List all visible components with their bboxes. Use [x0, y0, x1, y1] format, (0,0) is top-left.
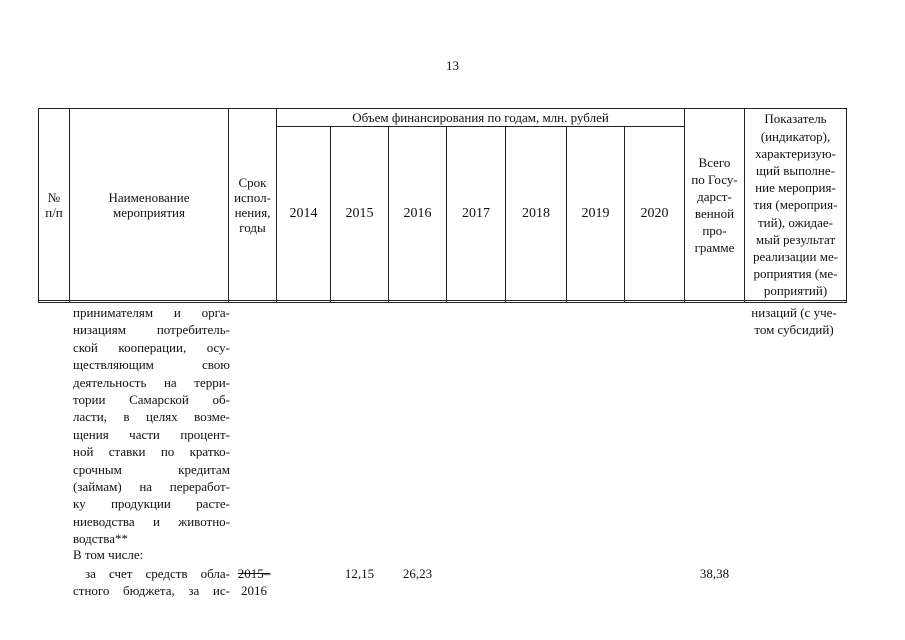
indicator-continuation: низаций (с уче- том субсидий): [751, 305, 837, 338]
row-value-2016: 26,23: [402, 566, 433, 581]
row-value-2015: 12,15: [344, 566, 375, 581]
header-year-2014: 2014: [289, 206, 318, 221]
description-line-split: [73, 461, 230, 478]
header-indicator: Показатель (индикатор), характеризую- щий выполне- ние мероприя- тия (мероприя- тий), ожидае- мый результат реализации ме- роприятия (ме- роприятий): [752, 111, 839, 299]
header-total: Всего по Госу- дарст- венной про- грамме: [691, 154, 738, 255]
header-year-2015: 2015: [345, 206, 374, 221]
header-number: № п/п: [45, 189, 63, 220]
description-word: кредитам: [178, 461, 230, 477]
row-total: 38,38: [699, 566, 730, 581]
row-term: 2015– 2016: [237, 566, 271, 599]
header-year-2016: 2016: [403, 206, 432, 221]
header-term: Срок испол- нения, годы: [234, 174, 271, 235]
row-name: за счет средств обла- стного бюджета, за ис-: [73, 566, 230, 599]
subheading: В том числе:: [73, 547, 144, 562]
description-word: срочным: [73, 461, 122, 477]
header-year-2017: 2017: [462, 206, 490, 221]
header-name: Наименование мероприятия: [108, 189, 190, 220]
page-number: 13: [446, 58, 459, 73]
description-word: свою: [201, 357, 230, 373]
header-year-2019: 2019: [581, 206, 610, 221]
description-word: ществляющим: [73, 357, 154, 373]
header-year-2020: 2020: [640, 206, 669, 221]
header-year-2018: 2018: [522, 206, 550, 221]
header-funding: Объем финансирования по годам, млн. рублей: [352, 110, 609, 125]
measure-description: принимателям и орга- низациям потребитель- ской кооперации, осу- ществляющим свою деятельность на терри- тории Самарской об- ласти, в целях возме- щения части процент- ной ставки по кратко- срочным кредитам (займам) на переработ- ку продукции расте- ниеводства и животно- водства**: [73, 305, 230, 547]
description-line-split: [73, 356, 230, 373]
